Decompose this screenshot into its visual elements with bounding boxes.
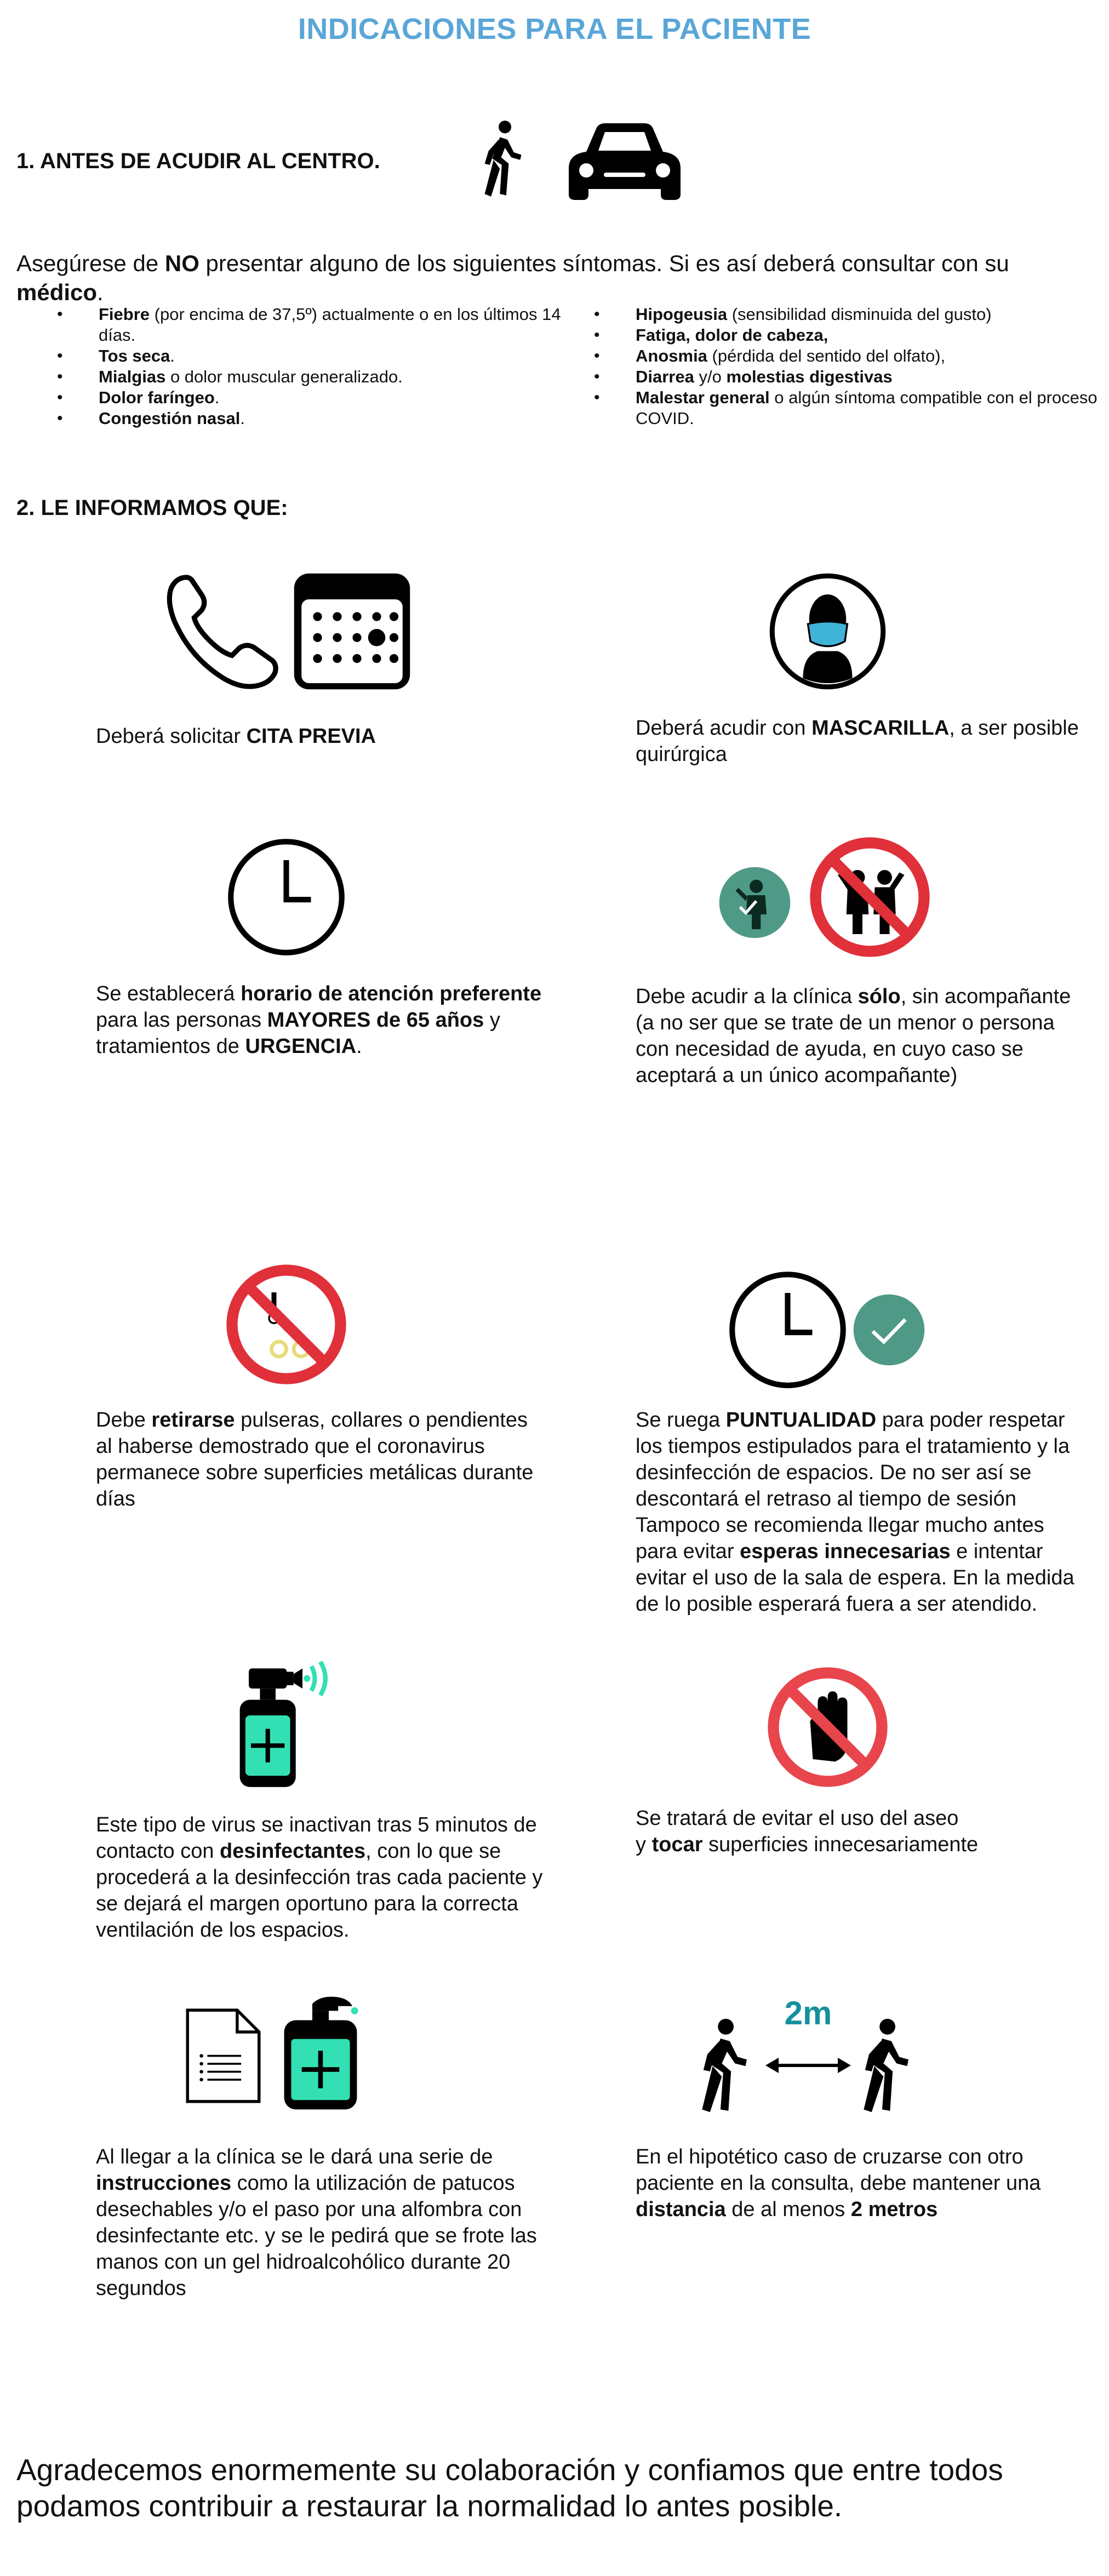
symptom-item xyxy=(636,304,1109,325)
info-retirar-joyas xyxy=(96,1407,545,1512)
symptom-item xyxy=(99,367,592,387)
emphasis-text: sólo xyxy=(858,985,901,1008)
phone-icon xyxy=(159,570,285,696)
emphasis-text: retirarse xyxy=(151,1409,235,1432)
emphasis-text: Diarrea xyxy=(636,367,694,386)
info-aseo-1 xyxy=(636,1805,1090,1831)
walking-person-icon xyxy=(849,2016,915,2117)
text-run: Se establecerá xyxy=(96,982,241,1005)
info-aseo xyxy=(636,1805,1090,1858)
info-cita-previa xyxy=(96,723,578,749)
text-run: Tampoco se recomienda llegar mucho antes para evitar xyxy=(636,1514,1044,1563)
symptom-item xyxy=(636,387,1109,429)
emphasis-text: 2 metros xyxy=(850,2198,938,2221)
text-run: superficies innecesariamente xyxy=(702,1833,979,1856)
text-run: (pérdida del sentido del olfato), xyxy=(707,346,946,365)
emphasis-text: Malestar general xyxy=(636,388,770,407)
text-run: Debe xyxy=(96,1409,152,1432)
text-run: para las personas xyxy=(96,1009,267,1032)
single-person-check-icon xyxy=(718,866,792,940)
emphasis-text: Hipogeusia xyxy=(636,305,728,324)
info-puntualidad-2 xyxy=(636,1512,1090,1617)
text-run: de al menos xyxy=(725,2198,851,2221)
symptoms-intro xyxy=(16,249,1101,307)
car-icon xyxy=(564,118,685,205)
text-run: . xyxy=(240,409,245,428)
text-run: Debe acudir a la clínica xyxy=(636,985,858,1008)
hand-sanitizer-icon xyxy=(233,1657,345,1791)
emphasis-text: distancia xyxy=(636,2198,726,2221)
text-run: (sensibilidad disminuida del gusto) xyxy=(727,305,992,324)
no-jewelry-icon xyxy=(225,1263,348,1386)
symptoms-list-left xyxy=(16,304,592,429)
emphasis-text: médico xyxy=(16,279,98,305)
text-run: e intentar evitar el uso de la sala de espera. En la medida de lo posible esperará fuera a ser atendido. xyxy=(636,1540,1074,1616)
text-run: Este tipo de virus se inactivan tras 5 minutos de contacto con xyxy=(96,1813,537,1863)
text-run: o dolor muscular generalizado. xyxy=(165,367,403,386)
info-puntualidad-1 xyxy=(636,1407,1090,1512)
text-run: Deberá acudir con xyxy=(636,717,812,740)
info-desinfeccion xyxy=(96,1812,562,1943)
text-run: Se ruega xyxy=(636,1409,726,1432)
emphasis-text: tocar xyxy=(651,1833,703,1856)
no-companions-icon xyxy=(808,835,931,959)
text-run: Se tratará de evitar el uso del aseo xyxy=(636,1807,959,1830)
emphasis-text: desinfectantes xyxy=(220,1840,366,1863)
text-run: , sin acompañante (a no ser que se trate de un menor o persona con necesidad de ayuda, en cuyo caso se aceptará a un único acompañante) xyxy=(636,985,1071,1087)
symptom-item xyxy=(636,367,1109,387)
emphasis-text: horario de atención preferente xyxy=(241,982,542,1005)
text-run: . xyxy=(356,1035,362,1058)
info-mascarilla xyxy=(636,715,1085,768)
text-run: y tratamientos de xyxy=(96,1009,500,1058)
no-touch-hand-icon xyxy=(766,1665,889,1789)
emphasis-text: instrucciones xyxy=(96,2172,232,2195)
walking-person-icon xyxy=(466,119,531,202)
emphasis-text: esperas innecesarias xyxy=(740,1540,951,1563)
emphasis-text: Fatiga, dolor de cabeza, xyxy=(636,325,828,345)
symptoms-list-right xyxy=(553,304,1109,429)
emphasis-text: CITA PREVIA xyxy=(246,725,376,748)
symptom-item xyxy=(636,325,1109,346)
distance-label: 2m xyxy=(784,1995,832,2031)
page-title: INDICACIONES PARA EL PACIENTE xyxy=(298,13,811,45)
calendar-icon xyxy=(290,570,414,693)
emphasis-text: URGENCIA xyxy=(245,1035,357,1058)
text-run: pulseras, collares o pendientes al haberse demostrado que el coronavirus permanece sobre superficies metálicas durante días xyxy=(96,1409,534,1510)
text-run: Asegúrese de xyxy=(16,250,165,276)
text-run: como la utilización de patucos desechables y/o el paso por una alfombra con desinfectante etc. y se le pedirá que se frote las manos con un gel hidroalcohólico durante 20 segundos xyxy=(96,2172,537,2300)
text-run: . xyxy=(214,388,220,407)
info-aseo-2 xyxy=(636,1831,1090,1858)
symptom-item xyxy=(636,346,1109,367)
emphasis-text: PUNTUALIDAD xyxy=(725,1409,877,1432)
double-arrow-icon xyxy=(764,2054,852,2076)
text-run: (por encima de 37,5º) actualmente o en los últimos 14 días. xyxy=(99,305,561,345)
emphasis-text: Anosmia xyxy=(636,346,707,365)
section-2-heading: 2. LE INFORMAMOS QUE: xyxy=(16,496,288,520)
info-horario xyxy=(96,981,545,1060)
document-icon xyxy=(184,2005,263,2106)
text-run: y/o xyxy=(694,367,727,386)
text-run: o algún síntoma compatible con el proceso COVID. xyxy=(636,388,1097,428)
text-run: . xyxy=(97,279,104,305)
symptom-item xyxy=(99,387,592,408)
face-mask-icon xyxy=(766,570,889,693)
info-acudir-solo xyxy=(636,983,1085,1089)
emphasis-text: Tos seca xyxy=(99,346,170,365)
text-run: Deberá solicitar xyxy=(96,725,247,748)
emphasis-text: Congestión nasal xyxy=(99,409,241,428)
text-run: Al llegar a la clínica se le dará una serie de xyxy=(96,2145,493,2168)
info-instrucciones xyxy=(96,2144,562,2302)
section-1-heading: 1. ANTES DE ACUDIR AL CENTRO. xyxy=(16,149,380,173)
closing-message: Agradecemos enormemente su colaboración y confiamos que entre todos podamos contribuir a restaurar la normalidad lo antes posible. xyxy=(16,2453,1003,2523)
text-run: En el hipotético caso de cruzarse con otro paciente en la consulta, debe mantener una xyxy=(636,2145,1041,2195)
emphasis-text: MASCARILLA xyxy=(811,717,950,740)
text-run: y xyxy=(636,1833,652,1856)
emphasis-text: Dolor faríngeo xyxy=(99,388,215,407)
symptom-item xyxy=(99,304,592,346)
text-run: , a ser posible quirúrgica xyxy=(636,717,1079,766)
clock-icon xyxy=(726,1268,849,1392)
symptom-item xyxy=(99,408,592,429)
info-distancia xyxy=(636,2144,1090,2223)
sanitizer-bottle-icon xyxy=(279,1994,362,2112)
emphasis-text: molestias digestivas xyxy=(726,367,893,386)
text-run: , con lo que se procederá a la desinfección tras cada paciente y se dejará el margen oportuno para la correcta ventilación de los espacios. xyxy=(96,1840,543,1942)
text-run: . xyxy=(170,346,175,365)
checkmark-icon xyxy=(852,1293,926,1367)
emphasis-text: MAYORES de 65 años xyxy=(267,1009,484,1032)
walking-person-icon xyxy=(688,2016,753,2117)
text-run: presentar alguno de los siguientes síntomas. Si es así deberá consultar con su xyxy=(199,250,1009,276)
emphasis-text: Fiebre xyxy=(99,305,150,324)
text-run: para poder respetar los tiempos estipulados para el tratamiento y la desinfección de espacios. De no ser así se descontará el retraso al tiempo de sesión xyxy=(636,1409,1070,1510)
emphasis-text: Mialgias xyxy=(99,367,166,386)
symptom-item xyxy=(99,346,592,367)
info-puntualidad xyxy=(636,1407,1090,1617)
clock-icon xyxy=(225,835,348,959)
emphasis-text: NO xyxy=(164,250,199,276)
